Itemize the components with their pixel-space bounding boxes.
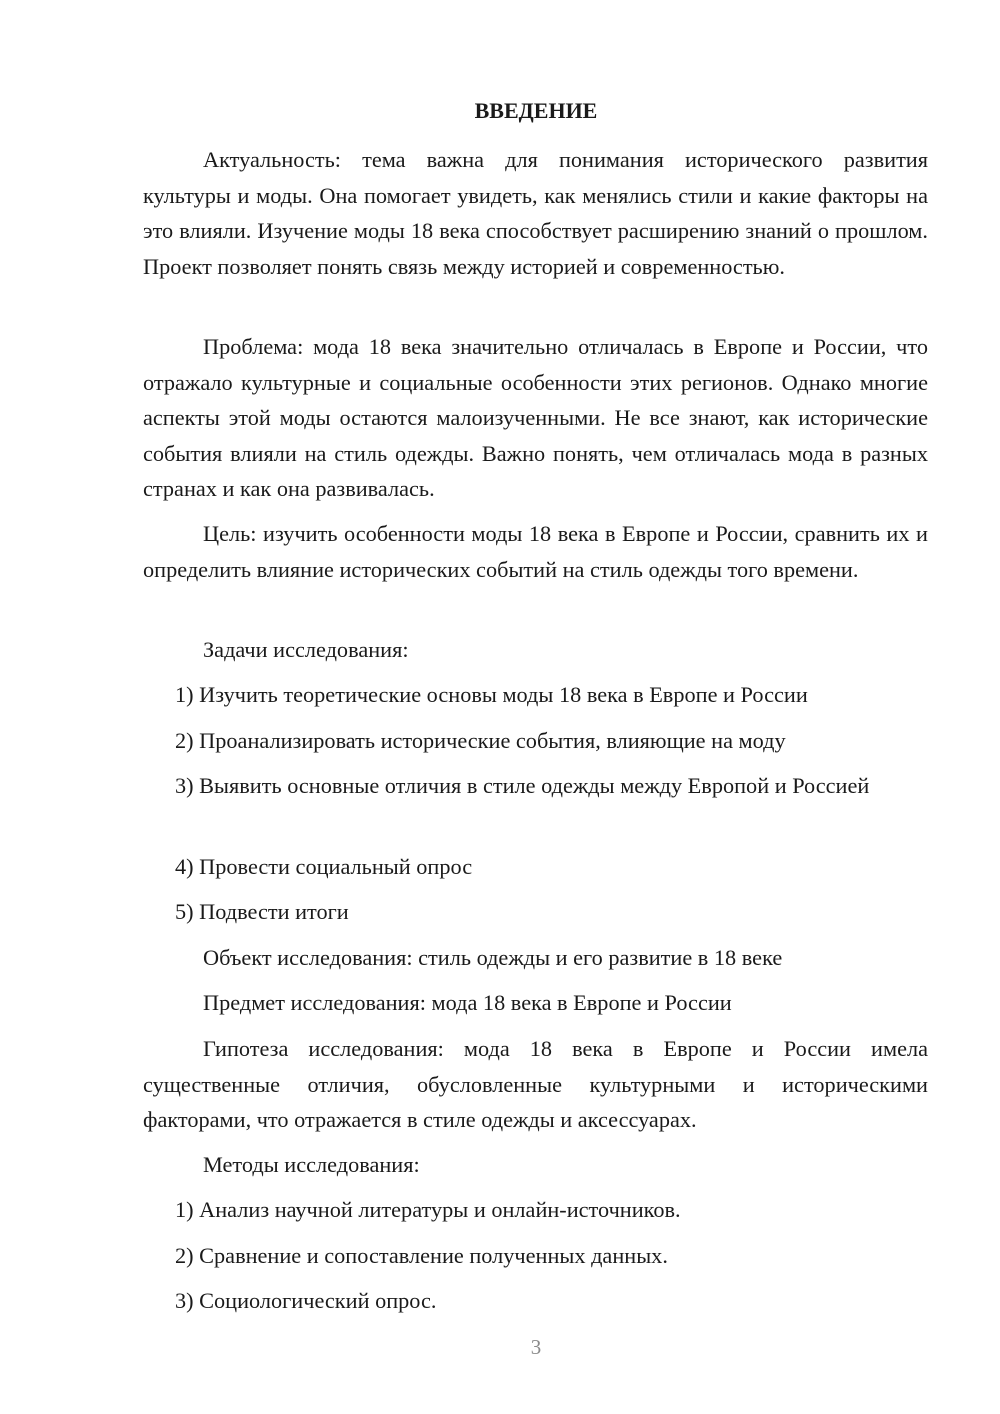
paragraph-goal: Цель: изучить особенности моды 18 века в Европе и России, сравнить их и определить влияние исторических событий на стиль одежды того времени. bbox=[143, 521, 928, 582]
list-item-method-3: 3) Социологический опрос. bbox=[175, 1288, 437, 1313]
paragraph-methods-heading: Методы исследования: bbox=[203, 1152, 420, 1177]
paragraph-object: Объект исследования: стиль одежды и его развитие в 18 веке bbox=[203, 945, 783, 970]
list-item-task-2: 2) Проанализировать исторические события, влияющие на моду bbox=[175, 728, 786, 753]
list-item-method-2: 2) Сравнение и сопоставление полученных данных. bbox=[175, 1243, 668, 1268]
list-item-task-5: 5) Подвести итоги bbox=[175, 899, 349, 924]
section-heading: ВВЕДЕНИЕ bbox=[474, 98, 598, 123]
paragraph-subject: Предмет исследования: мода 18 века в Европе и России bbox=[203, 990, 732, 1015]
paragraph-hypothesis: Гипотеза исследования: мода 18 века в Европе и России имела существенные отличия, обусловленные культурными и историческими факторами, что отражается в стиле одежды и аксессуарах. bbox=[143, 1036, 928, 1132]
paragraph-problem: Проблема: мода 18 века значительно отличалась в Европе и России, что отражало культурные и социальные особенности этих регионов. Однако многие аспекты этой моды остаются малоизученными. Не все знают, как исторические события влияли на стиль одежды. Важно понять, чем отличалась мода в разных странах и как она развивалась. bbox=[143, 334, 928, 501]
list-item-task-1: 1) Изучить теоретические основы моды 18 века в Европе и России bbox=[175, 682, 808, 707]
paragraph-relevance: Актуальность: тема важна для понимания исторического развития культуры и моды. Она помогает увидеть, как менялись стили и какие факторы на это влияли. Изучение моды 18 века способствует расширению знаний о прошлом. Проект позволяет понять связь между историей и современностью. bbox=[143, 147, 928, 279]
paragraph-tasks-heading: Задачи исследования: bbox=[203, 637, 409, 662]
page-number: 3 bbox=[530, 1335, 542, 1359]
list-item-task-3: 3) Выявить основные отличия в стиле одежды между Европой и Россией bbox=[175, 773, 870, 798]
list-item-method-1: 1) Анализ научной литературы и онлайн-источников. bbox=[175, 1197, 681, 1222]
list-item-task-4: 4) Провести социальный опрос bbox=[175, 854, 473, 879]
